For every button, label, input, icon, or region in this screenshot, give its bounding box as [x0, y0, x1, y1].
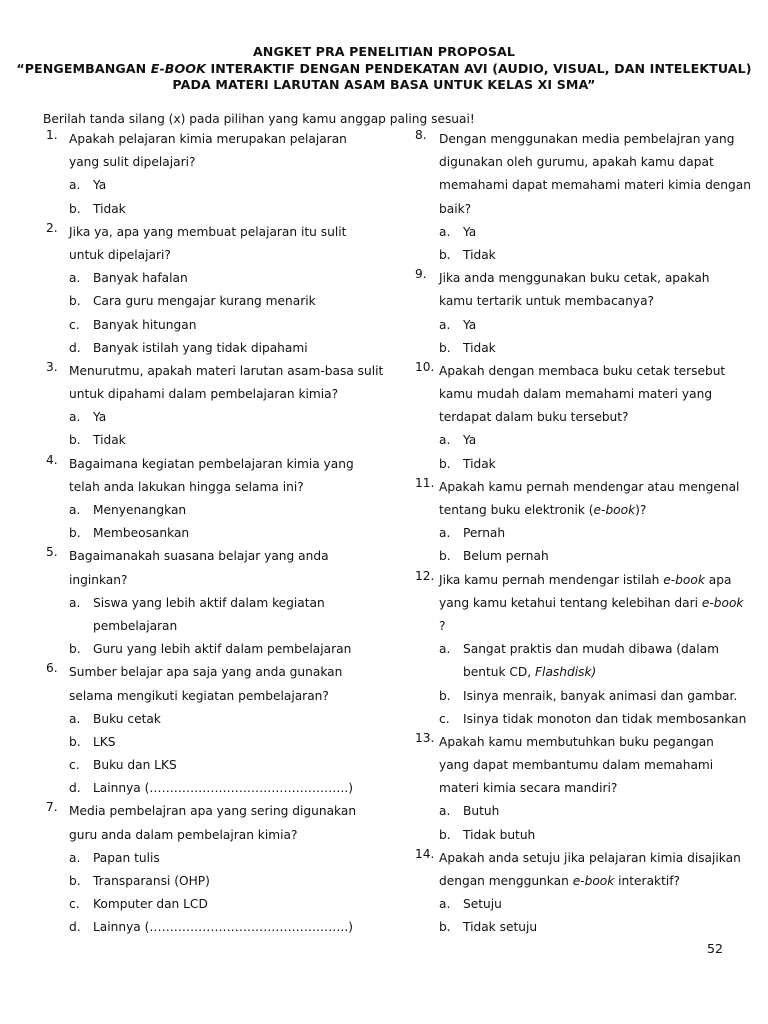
answer-option[interactable]	[439, 824, 752, 847]
question-body	[69, 453, 403, 546]
question-item	[43, 545, 403, 661]
question-text-line: baik?	[439, 201, 472, 216]
option-text: Sangat praktis dan mudah dibawa (dalam	[463, 642, 719, 657]
question-text-ebook: e-book	[572, 874, 615, 888]
option-text: Ya	[463, 433, 477, 448]
option-letter: a.	[439, 804, 451, 819]
answer-option[interactable]	[69, 893, 403, 916]
option-letter: b.	[69, 201, 81, 216]
question-body	[439, 267, 752, 360]
question-text-line	[439, 870, 752, 893]
question-body	[69, 360, 403, 453]
proposal-title-post: INTERAKTIF DENGAN PENDEKATAN AVI (AUDIO, VISUAL, DAN INTELEKTUAL)	[205, 60, 752, 76]
question-item	[43, 128, 403, 221]
question-body	[69, 800, 403, 939]
question-item	[43, 360, 403, 453]
question-text-line: Apakah dengan membaca buku cetak tersebut	[439, 363, 726, 378]
option-text: Tidak setuju	[463, 920, 538, 935]
option-text: Lainnya (………………………………………….)	[93, 920, 354, 935]
option-letter: c.	[69, 317, 80, 332]
question-text-segment: Jika kamu pernah mendengar istilah	[439, 572, 664, 587]
option-letter: a.	[439, 642, 451, 657]
answer-option[interactable]	[69, 406, 403, 429]
option-text: Banyak istilah yang tidak dipahami	[93, 340, 308, 355]
option-letter: c.	[439, 711, 450, 726]
question-item	[412, 476, 752, 569]
answer-option[interactable]	[439, 800, 752, 823]
question-number: 14.	[415, 846, 435, 861]
option-text: Cara guru mengajar kurang menarik	[93, 294, 316, 309]
question-number: 3.	[46, 359, 58, 374]
answer-option[interactable]	[439, 545, 752, 568]
question-text-line: Apakah anda setuju jika pelajaran kimia disajikan	[439, 850, 741, 865]
question-body	[439, 360, 752, 476]
option-letter: b.	[69, 526, 81, 541]
answer-option[interactable]	[69, 870, 403, 893]
option-text: Butuh	[463, 804, 500, 819]
question-text-line: memahami dapat memahami materi kimia dengan	[439, 178, 751, 193]
answer-option[interactable]	[439, 221, 752, 244]
option-letter: c.	[69, 758, 80, 773]
option-letter: b.	[439, 688, 451, 703]
proposal-title-ebook: E-BOOK	[150, 60, 206, 76]
question-text-line: Apakah kamu pernah mendengar atau mengenal	[439, 479, 740, 494]
question-body	[69, 661, 403, 800]
question-text-ebook: e-book	[663, 572, 705, 587]
question-text-segment: )?	[635, 503, 647, 517]
question-body	[69, 128, 403, 221]
question-text-line	[439, 499, 752, 522]
option-text: Banyak hafalan	[93, 271, 188, 286]
question-text-line: kamu tertarik untuk membacanya?	[439, 294, 655, 309]
question-item	[43, 661, 403, 800]
question-text-ebook: e-book	[593, 503, 636, 517]
option-text: Siswa yang lebih aktif dalam kegiatan	[93, 595, 325, 610]
answer-option[interactable]	[69, 916, 403, 939]
answer-option[interactable]	[69, 522, 403, 545]
option-text: Tidak	[463, 340, 496, 355]
option-text: Banyak hitungan	[93, 317, 197, 332]
question-number: 2.	[46, 220, 58, 235]
option-text: Transparansi (OHP)	[93, 874, 210, 888]
question-number: 7.	[46, 800, 58, 815]
question-body	[439, 476, 752, 569]
question-text-segment: apa	[704, 572, 732, 587]
question-text-line: inginkan?	[69, 572, 128, 587]
option-text: Pernah	[463, 526, 506, 541]
question-text-segment: dengan menggunkan	[439, 874, 573, 888]
answer-option[interactable]	[439, 453, 752, 476]
option-letter: a.	[69, 595, 81, 610]
question-body	[439, 847, 752, 940]
question-text-segment: interaktif?	[614, 874, 681, 888]
question-text-line: digunakan oleh gurumu, apakah kamu dapat	[439, 155, 714, 170]
answer-option[interactable]	[439, 244, 752, 267]
question-text-line	[439, 569, 752, 592]
option-text: Guru yang lebih aktif dalam pembelajaran	[93, 642, 352, 657]
option-letter: d.	[69, 340, 81, 355]
question-item	[412, 569, 752, 731]
option-letter: c.	[69, 897, 80, 912]
option-letter: b.	[69, 642, 81, 657]
option-letter: d.	[69, 920, 81, 935]
question-item	[412, 847, 752, 940]
question-text-line: telah anda lakukan hingga selama ini?	[69, 479, 304, 494]
question-item	[412, 267, 752, 360]
option-letter: a.	[439, 317, 451, 332]
question-item	[43, 800, 403, 939]
question-text-line: Bagaimanakah suasana belajar yang anda	[69, 549, 329, 564]
question-number: 13.	[415, 730, 435, 745]
option-text: Tidak	[93, 433, 126, 448]
option-text: Tidak	[463, 247, 496, 262]
answer-option[interactable]	[69, 731, 403, 754]
option-text: Buku dan LKS	[93, 758, 177, 773]
question-body	[69, 545, 403, 661]
answer-option[interactable]	[439, 638, 752, 661]
question-text-line: Apakah kamu membutuhkan buku pegangan	[439, 734, 714, 749]
option-letter: b.	[439, 827, 451, 842]
option-letter: a.	[69, 711, 81, 726]
option-text: Lainnya (………………………………………….)	[93, 781, 354, 796]
question-number: 5.	[46, 545, 58, 560]
option-letter: a.	[69, 178, 81, 193]
option-letter: b.	[439, 247, 451, 262]
option-text: Papan tulis	[93, 850, 160, 865]
option-text: Komputer dan LCD	[93, 897, 208, 912]
option-letter: a.	[69, 271, 81, 286]
question-number: 10.	[415, 359, 435, 374]
question-number: 12.	[415, 568, 435, 583]
question-text-line: Menurutmu, apakah materi larutan asam-basa sulit	[69, 363, 384, 378]
answer-option[interactable]	[439, 522, 752, 545]
answer-option[interactable]	[69, 267, 403, 290]
question-number: 11.	[415, 475, 435, 490]
question-text-line: untuk dipelajari?	[69, 247, 171, 262]
answer-option[interactable]	[439, 916, 752, 939]
option-letter: a.	[439, 897, 451, 912]
answer-option[interactable]	[69, 592, 403, 615]
option-letter: b.	[69, 874, 81, 888]
question-text-line: kamu mudah dalam memahami materi yang	[439, 387, 713, 402]
answer-option[interactable]	[69, 198, 403, 221]
answer-option[interactable]	[439, 337, 752, 360]
option-letter: b.	[69, 734, 81, 749]
answer-option[interactable]	[439, 708, 752, 731]
question-text-line: Media pembelajran apa yang sering digunakan	[69, 804, 357, 819]
question-number: 9.	[415, 267, 427, 282]
question-item	[412, 360, 752, 476]
option-text: Isinya tidak monoton dan tidak membosankan	[463, 711, 747, 726]
question-item	[43, 221, 403, 360]
option-text: Menyenangkan	[93, 503, 187, 517]
option-text: Isinya menraik, banyak animasi dan gambar.	[463, 688, 738, 703]
question-text-line: guru anda dalam pembelajran kimia?	[69, 827, 298, 842]
option-text: Ya	[93, 178, 107, 193]
option-letter: b.	[439, 549, 451, 564]
option-letter: a.	[69, 850, 81, 865]
question-text-line: ?	[439, 618, 446, 633]
question-text-line: selama mengikuti kegiatan pembelajaran?	[69, 688, 329, 703]
answer-option[interactable]	[69, 847, 403, 870]
question-text-line: Sumber belajar apa saja yang anda gunakan	[69, 665, 343, 680]
answer-option[interactable]	[69, 777, 403, 800]
option-letter: b.	[439, 920, 451, 935]
question-item	[412, 731, 752, 847]
question-text-line: terdapat dalam buku tersebut?	[439, 410, 629, 425]
option-letter: b.	[69, 433, 81, 448]
option-text: Tidak	[93, 201, 126, 216]
question-number: 6.	[46, 661, 58, 676]
question-item	[43, 453, 403, 546]
question-text-line: Apakah pelajaran kimia merupakan pelajaran	[69, 132, 347, 146]
option-text: Buku cetak	[93, 711, 161, 726]
option-text: Ya	[463, 317, 477, 332]
option-letter: b.	[439, 456, 451, 471]
right-question-column	[412, 128, 752, 940]
question-text-line: Jika anda menggunakan buku cetak, apakah	[439, 271, 710, 286]
question-item	[412, 128, 752, 267]
page-number: 52	[707, 941, 724, 956]
question-text-ebook: e-book	[701, 595, 744, 610]
question-body	[439, 731, 752, 847]
question-number: 4.	[46, 452, 58, 467]
option-letter: a.	[439, 526, 451, 541]
question-text-line	[439, 592, 752, 615]
document-header	[0, 44, 768, 94]
question-text-line: yang dapat membantumu dalam memahami	[439, 758, 714, 773]
question-text-segment: yang kamu ketahui tentang kelebihan dari	[439, 595, 702, 610]
proposal-title-pre: “PENGEMBANGAN	[16, 60, 151, 76]
option-letter: b.	[69, 294, 81, 309]
answer-option[interactable]	[69, 290, 403, 313]
option-text: Tidak butuh	[463, 827, 536, 842]
option-letter: a.	[69, 503, 81, 517]
answer-option[interactable]	[69, 337, 403, 360]
option-text-segment: bentuk CD,	[463, 665, 536, 680]
answer-option[interactable]	[439, 685, 752, 708]
option-text: pembelajaran	[93, 618, 178, 633]
question-text-line: yang sulit dipelajari?	[69, 155, 196, 170]
option-letter: d.	[69, 781, 81, 796]
question-text-line: untuk dipahami dalam pembelajaran kimia?	[69, 387, 339, 402]
answer-option[interactable]	[439, 429, 752, 452]
answer-option[interactable]	[69, 754, 403, 777]
option-text-flashdisk: Flashdisk)	[535, 665, 597, 680]
question-number: 1.	[46, 128, 58, 142]
option-text: Ya	[463, 224, 477, 239]
answer-option[interactable]	[69, 499, 403, 522]
question-text-line: Dengan menggunakan media pembelajran yang	[439, 132, 735, 146]
question-text-line: Bagaimana kegiatan pembelajaran kimia yang	[69, 456, 354, 471]
question-body	[439, 128, 752, 267]
answer-option[interactable]	[69, 174, 403, 197]
question-body	[439, 569, 752, 731]
option-letter: a.	[439, 224, 451, 239]
question-body	[69, 221, 403, 360]
instruction-text: Berilah tanda silang (x) pada pilihan yang kamu anggap paling sesuai!	[43, 112, 475, 126]
option-text: Membeosankan	[93, 526, 190, 541]
answer-option-continuation	[439, 661, 752, 684]
option-text: Ya	[93, 410, 107, 425]
answer-option-continuation	[69, 615, 403, 638]
option-letter: a.	[69, 410, 81, 425]
proposal-subtitle-line: PADA MATERI LARUTAN ASAM BASA UNTUK KELAS XI SMA”	[172, 77, 596, 92]
answer-option[interactable]	[69, 429, 403, 452]
option-text: Belum pernah	[463, 549, 549, 564]
question-text-line: materi kimia secara mandiri?	[439, 781, 618, 796]
survey-title: ANGKET PRA PENELITIAN PROPOSAL	[252, 44, 516, 59]
option-text: LKS	[93, 734, 116, 749]
option-letter: b.	[439, 340, 451, 355]
proposal-title-line	[0, 61, 768, 78]
question-text-line: Jika ya, apa yang membuat pelajaran itu sulit	[69, 224, 347, 239]
answer-option[interactable]	[439, 893, 752, 916]
answer-option[interactable]	[69, 638, 403, 661]
option-text: Tidak	[463, 456, 496, 471]
question-text-segment: tentang buku elektronik (	[439, 503, 594, 517]
question-number: 8.	[415, 128, 427, 142]
answer-option[interactable]	[69, 314, 403, 337]
option-text	[463, 661, 752, 684]
option-letter: a.	[439, 433, 451, 448]
option-text: Setuju	[463, 897, 502, 912]
answer-option[interactable]	[69, 708, 403, 731]
left-question-column	[43, 128, 403, 940]
answer-option[interactable]	[439, 314, 752, 337]
